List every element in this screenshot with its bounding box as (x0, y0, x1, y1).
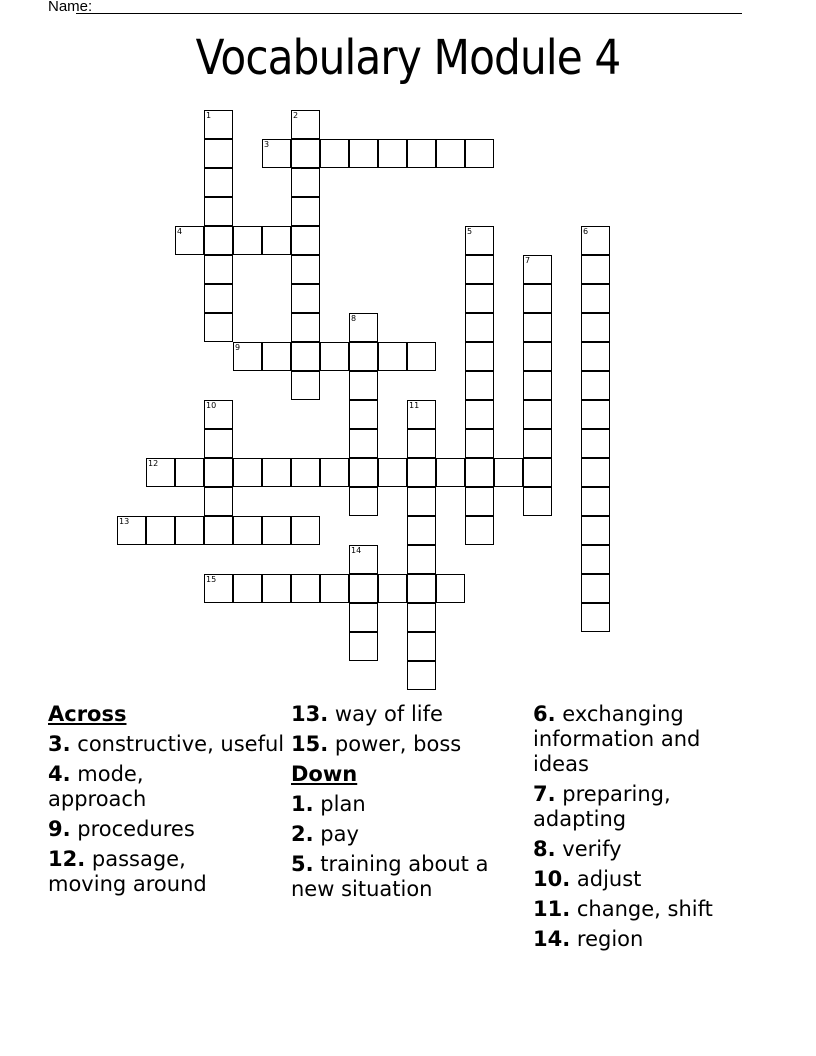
crossword-cell[interactable] (233, 574, 262, 603)
clue-number: 12 (148, 459, 159, 468)
crossword-cell[interactable] (523, 429, 552, 458)
crossword-cell[interactable] (204, 516, 233, 545)
crossword-cell[interactable] (407, 342, 436, 371)
crossword-cell[interactable] (291, 313, 320, 342)
crossword-cell[interactable] (320, 342, 349, 371)
clue-down-11: 11. change, shift (533, 897, 713, 921)
crossword-cell[interactable] (233, 342, 262, 371)
clue-across-15: 15. power, boss (291, 732, 462, 756)
crossword-cell[interactable] (407, 458, 436, 487)
crossword-cell[interactable] (581, 545, 610, 574)
clue-number: 5 (467, 227, 473, 236)
crossword-cell[interactable] (320, 139, 349, 168)
clue-number: 3 (264, 140, 270, 149)
crossword-cell[interactable] (465, 139, 494, 168)
crossword-cell[interactable] (523, 255, 552, 284)
crossword-cell[interactable] (349, 342, 378, 371)
crossword-cell[interactable] (523, 313, 552, 342)
crossword-cell[interactable] (146, 458, 175, 487)
crossword-cell[interactable] (291, 516, 320, 545)
crossword-cell[interactable] (494, 458, 523, 487)
clue-across-9: 9. procedures (48, 817, 195, 841)
across-heading: Across (48, 702, 127, 726)
crossword-cell[interactable] (436, 574, 465, 603)
clue-down-7: 7. preparing, adapting (533, 782, 671, 831)
crossword-cell[interactable] (349, 545, 378, 574)
crossword-cell[interactable] (233, 226, 262, 255)
crossword-cell[interactable] (378, 574, 407, 603)
crossword-cell[interactable] (378, 139, 407, 168)
crossword-cell[interactable] (204, 487, 233, 516)
crossword-cell[interactable] (349, 458, 378, 487)
crossword-cell[interactable] (523, 400, 552, 429)
clue-number: 1 (206, 111, 212, 120)
clue-number: 13 (119, 517, 130, 526)
crossword-cell[interactable] (581, 400, 610, 429)
clue-down-6: 6. exchanging information and ideas (533, 702, 701, 776)
crossword-cell[interactable] (581, 603, 610, 632)
crossword-cell[interactable] (581, 342, 610, 371)
crossword-cell[interactable] (378, 342, 407, 371)
crossword-cell[interactable] (320, 458, 349, 487)
crossword-cell[interactable] (262, 516, 291, 545)
clue-down-2: 2. pay (291, 822, 359, 846)
crossword-cell[interactable] (349, 400, 378, 429)
name-label: Name: (48, 0, 93, 15)
crossword-cell[interactable] (581, 226, 610, 255)
clue-number: 2 (293, 111, 299, 120)
crossword-cell[interactable] (407, 632, 436, 661)
down-heading: Down (291, 762, 358, 786)
crossword-cell[interactable] (175, 458, 204, 487)
crossword-cell[interactable] (465, 400, 494, 429)
clues-column-3 (533, 702, 773, 957)
crossword-cell[interactable] (262, 226, 291, 255)
crossword-cell[interactable] (262, 458, 291, 487)
crossword-cell[interactable] (291, 168, 320, 197)
clue-number: 11 (409, 401, 420, 410)
crossword-cell[interactable] (175, 226, 204, 255)
crossword-cell[interactable] (581, 516, 610, 545)
crossword-cell[interactable] (465, 371, 494, 400)
clue-down-5: 5. training about a new situation (291, 852, 489, 901)
crossword-cell[interactable] (233, 458, 262, 487)
crossword-cell[interactable] (291, 574, 320, 603)
crossword-cell[interactable] (349, 632, 378, 661)
crossword-cell[interactable] (204, 197, 233, 226)
crossword-cell[interactable] (523, 284, 552, 313)
clue-number: 15 (206, 575, 217, 584)
crossword-cell[interactable] (204, 313, 233, 342)
crossword-cell[interactable] (291, 342, 320, 371)
crossword-cell[interactable] (465, 284, 494, 313)
crossword-cell[interactable] (465, 226, 494, 255)
clue-number: 6 (583, 227, 589, 236)
crossword-cell[interactable] (204, 139, 233, 168)
crossword-cell[interactable] (349, 429, 378, 458)
crossword-cell[interactable] (291, 458, 320, 487)
crossword-cell[interactable] (204, 429, 233, 458)
crossword-cell[interactable] (349, 603, 378, 632)
crossword-cell[interactable] (407, 429, 436, 458)
crossword-cell[interactable] (407, 603, 436, 632)
clues-column-1 (48, 702, 288, 902)
clue-down-10: 10. adjust (533, 867, 642, 891)
crossword-cell[interactable] (581, 574, 610, 603)
crossword-cell[interactable] (465, 487, 494, 516)
clue-number: 8 (351, 314, 357, 323)
crossword-cell[interactable] (349, 139, 378, 168)
crossword-cell[interactable] (436, 139, 465, 168)
crossword-cell[interactable] (204, 110, 233, 139)
crossword-cell[interactable] (291, 226, 320, 255)
crossword-cell[interactable] (204, 574, 233, 603)
crossword-cell[interactable] (204, 458, 233, 487)
crossword-cell[interactable] (349, 487, 378, 516)
crossword-cell[interactable] (233, 516, 262, 545)
crossword-cell[interactable] (581, 458, 610, 487)
crossword-cell[interactable] (523, 487, 552, 516)
crossword-cell[interactable] (407, 545, 436, 574)
crossword-cell[interactable] (291, 255, 320, 284)
clue-number: 4 (177, 227, 183, 236)
crossword-cell[interactable] (581, 429, 610, 458)
crossword-cell[interactable] (262, 574, 291, 603)
crossword-cell[interactable] (204, 284, 233, 313)
clue-across-4: 4. mode, approach (48, 762, 147, 811)
crossword-cell[interactable] (465, 342, 494, 371)
crossword-cell[interactable] (436, 458, 465, 487)
clue-across-3: 3. constructive, useful (48, 732, 285, 756)
crossword-cell[interactable] (407, 574, 436, 603)
crossword-cell[interactable] (291, 139, 320, 168)
crossword-cell[interactable] (349, 574, 378, 603)
crossword-cell[interactable] (291, 110, 320, 139)
crossword-cell[interactable] (465, 458, 494, 487)
clue-number: 14 (351, 546, 362, 555)
crossword-cell[interactable] (465, 516, 494, 545)
crossword-cell[interactable] (407, 139, 436, 168)
crossword-cell[interactable] (204, 226, 233, 255)
crossword-cell[interactable] (407, 661, 436, 690)
crossword-cell[interactable] (320, 574, 349, 603)
clue-number: 9 (235, 343, 241, 352)
clue-number: 7 (525, 256, 531, 265)
crossword-cell[interactable] (581, 255, 610, 284)
crossword-cell[interactable] (117, 516, 146, 545)
clue-down-8: 8. verify (533, 837, 622, 861)
crossword-cell[interactable] (465, 313, 494, 342)
crossword-cell[interactable] (581, 371, 610, 400)
crossword-cell[interactable] (175, 516, 204, 545)
clue-down-1: 1. plan (291, 792, 366, 816)
crossword-cell[interactable] (262, 342, 291, 371)
crossword-cell[interactable] (262, 139, 291, 168)
clue-number: 10 (206, 401, 217, 410)
crossword-cell[interactable] (407, 516, 436, 545)
crossword-cell[interactable] (349, 371, 378, 400)
crossword-cell[interactable] (204, 168, 233, 197)
crossword-cell[interactable] (204, 255, 233, 284)
crossword-cell[interactable] (291, 371, 320, 400)
crossword-cell[interactable] (349, 313, 378, 342)
crossword-cell[interactable] (407, 487, 436, 516)
clues-column-2 (291, 702, 531, 907)
crossword-cell[interactable] (581, 487, 610, 516)
crossword-cell[interactable] (291, 197, 320, 226)
crossword-cell[interactable] (523, 458, 552, 487)
crossword-cell[interactable] (146, 516, 175, 545)
crossword-cell[interactable] (523, 342, 552, 371)
crossword-cell[interactable] (581, 313, 610, 342)
page-title: Vocabulary Module 4 (195, 30, 621, 86)
crossword-cell[interactable] (291, 284, 320, 313)
clue-across-13: 13. way of life (291, 702, 443, 726)
crossword-cell[interactable] (407, 400, 436, 429)
crossword-cell[interactable] (378, 458, 407, 487)
crossword-cell[interactable] (581, 284, 610, 313)
crossword-cell[interactable] (465, 255, 494, 284)
crossword-cell[interactable] (523, 371, 552, 400)
crossword-cell[interactable] (465, 429, 494, 458)
crossword-cell[interactable] (204, 400, 233, 429)
clue-down-14: 14. region (533, 927, 644, 951)
clue-across-12: 12. passage, moving around (48, 847, 207, 896)
